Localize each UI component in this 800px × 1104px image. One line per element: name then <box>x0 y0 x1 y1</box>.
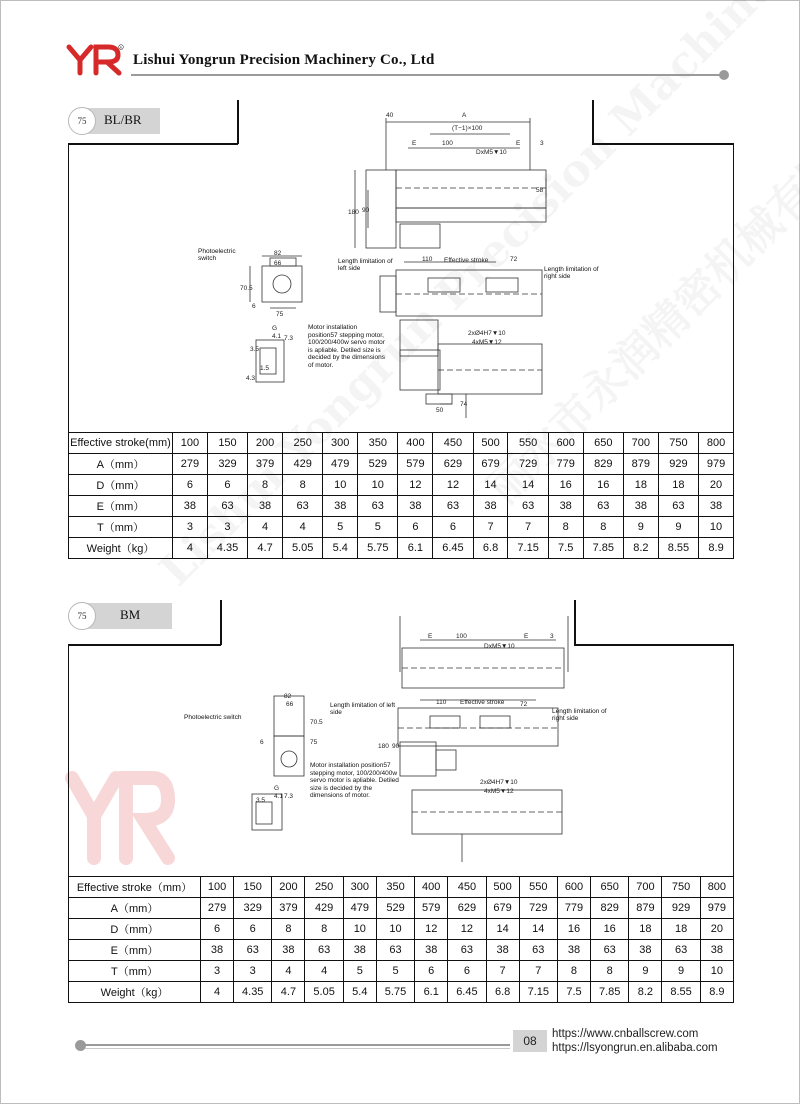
value-cell: 63 <box>305 940 343 961</box>
value-cell: 8 <box>248 475 283 496</box>
value-cell: 6 <box>173 475 208 496</box>
section-tab-bm <box>68 602 172 630</box>
value-cell: 8 <box>305 919 343 940</box>
value-cell: 6 <box>448 961 486 982</box>
value-cell: 63 <box>658 496 698 517</box>
label-length-limit-left: Length limitation of left side <box>330 702 396 716</box>
company-logo <box>66 44 124 76</box>
header-dot <box>719 70 729 80</box>
value-cell: 6 <box>398 517 433 538</box>
value-cell: 6.1 <box>415 982 448 1003</box>
value-cell: 38 <box>248 496 283 517</box>
value-cell: 3 <box>234 961 272 982</box>
value-cell: 4 <box>201 982 234 1003</box>
dim-70-5: 70.5 <box>310 719 323 726</box>
value-cell: 829 <box>583 454 623 475</box>
stroke-cell: 650 <box>591 877 629 898</box>
value-cell: 38 <box>486 940 519 961</box>
value-cell: 38 <box>699 496 734 517</box>
value-cell: 8 <box>591 961 629 982</box>
row-label: T（mm） <box>69 517 173 538</box>
value-cell: 7 <box>473 517 508 538</box>
dim-t-1: (T−1)×100 <box>452 125 483 132</box>
value-cell: 7 <box>519 961 557 982</box>
dim-72: 72 <box>510 256 518 263</box>
value-cell: 16 <box>591 919 629 940</box>
value-cell: 629 <box>433 454 473 475</box>
value-cell: 7.5 <box>548 538 583 559</box>
value-cell: 10 <box>323 475 358 496</box>
value-cell: 4.35 <box>234 982 272 1003</box>
dim-110: 110 <box>436 699 447 706</box>
value-cell: 529 <box>376 898 414 919</box>
dim-110: 110 <box>422 256 433 263</box>
value-cell: 8.55 <box>658 538 698 559</box>
dim-g: G <box>272 325 278 332</box>
value-cell: 4.35 <box>207 538 247 559</box>
value-cell: 979 <box>700 898 733 919</box>
dim-180: 180 <box>378 743 389 750</box>
stroke-cell: 700 <box>629 877 662 898</box>
stroke-cell: 200 <box>272 877 305 898</box>
dim-3-5: 3.5 <box>250 346 260 353</box>
dim-4-1: 4.1 <box>272 333 282 340</box>
dim-100: 100 <box>442 140 453 147</box>
value-cell: 579 <box>415 898 448 919</box>
row-label: T（mm） <box>69 961 201 982</box>
spec-table-bl-br <box>68 432 734 559</box>
value-cell: 7.5 <box>557 982 590 1003</box>
stroke-cell: 150 <box>234 877 272 898</box>
value-cell: 12 <box>398 475 433 496</box>
value-cell: 729 <box>508 454 548 475</box>
value-cell: 329 <box>207 454 247 475</box>
dim-72: 72 <box>520 701 528 708</box>
table-row <box>69 940 734 961</box>
footer-rule <box>85 1044 510 1046</box>
value-cell: 38 <box>343 940 376 961</box>
value-cell: 63 <box>448 940 486 961</box>
stroke-cell: 300 <box>323 433 358 454</box>
value-cell: 4.7 <box>272 982 305 1003</box>
value-cell: 4 <box>173 538 208 559</box>
stroke-cell: 100 <box>201 877 234 898</box>
dim-66: 66 <box>286 701 294 708</box>
stroke-cell: 450 <box>448 877 486 898</box>
company-name: Lishui Yongrun Precision Machinery Co., Ltd <box>133 52 435 68</box>
value-cell: 63 <box>207 496 247 517</box>
table-row <box>69 496 734 517</box>
row-label: A（mm） <box>69 898 201 919</box>
spec-table-bm <box>68 876 734 1003</box>
value-cell: 4 <box>272 961 305 982</box>
value-cell: 38 <box>323 496 358 517</box>
value-cell: 10 <box>376 919 414 940</box>
row-label: Weight（kg） <box>69 982 201 1003</box>
table-row <box>69 982 734 1003</box>
row-label: E（mm） <box>69 940 201 961</box>
dim-75: 75 <box>276 311 284 318</box>
value-cell: 9 <box>662 961 700 982</box>
value-cell: 16 <box>583 475 623 496</box>
value-cell: 9 <box>658 517 698 538</box>
value-cell: 4 <box>305 961 343 982</box>
value-cell: 6 <box>201 919 234 940</box>
stroke-cell: 650 <box>583 433 623 454</box>
dim-7-3: 7.3 <box>284 335 294 342</box>
value-cell: 7.15 <box>519 982 557 1003</box>
section-number: 75 <box>68 107 96 135</box>
dim-g: G <box>274 785 280 792</box>
value-cell: 63 <box>508 496 548 517</box>
dim-82: 82 <box>284 693 292 700</box>
value-cell: 6 <box>415 961 448 982</box>
dim-100: 100 <box>456 633 467 640</box>
svg-text:R: R <box>119 45 122 50</box>
value-cell: 879 <box>629 898 662 919</box>
value-cell: 6 <box>433 517 473 538</box>
value-cell: 679 <box>473 454 508 475</box>
value-cell: 7.15 <box>508 538 548 559</box>
website-link-2[interactable]: https://lsyongrun.en.alibaba.com <box>552 1042 718 1054</box>
value-cell: 38 <box>629 940 662 961</box>
value-cell: 4 <box>248 517 283 538</box>
value-cell: 20 <box>700 919 733 940</box>
dim-3: 3 <box>550 633 554 640</box>
stroke-cell: 350 <box>376 877 414 898</box>
table-row <box>69 961 734 982</box>
value-cell: 979 <box>699 454 734 475</box>
value-cell: 629 <box>448 898 486 919</box>
stroke-cell: 200 <box>248 433 283 454</box>
dim-hole2: 4xM5▼12 <box>472 339 502 346</box>
table-row <box>69 517 734 538</box>
value-cell: 929 <box>658 454 698 475</box>
value-cell: 63 <box>662 940 700 961</box>
dim-1-5: 1.5 <box>260 365 270 372</box>
value-cell: 14 <box>519 919 557 940</box>
label-motor-note: Motor installation position57 stepping motor, 100/200/400w servo motor is apliable. Detiled size is decided by the dimensions of motor. <box>310 762 399 799</box>
stroke-cell: 300 <box>343 877 376 898</box>
value-cell: 8 <box>583 517 623 538</box>
label-length-limit-right: Length limitation of right side <box>552 708 607 722</box>
website-link-1[interactable]: https://www.cnballscrew.com <box>552 1028 699 1040</box>
value-cell: 18 <box>629 919 662 940</box>
section-title: BL/BR <box>104 112 142 127</box>
table-header-row <box>69 877 734 898</box>
value-cell: 5 <box>358 517 398 538</box>
value-cell: 63 <box>433 496 473 517</box>
value-cell: 14 <box>473 475 508 496</box>
value-cell: 14 <box>486 919 519 940</box>
value-cell: 38 <box>201 940 234 961</box>
value-cell: 5.05 <box>282 538 322 559</box>
technical-drawing-bm <box>180 612 620 870</box>
value-cell: 6.45 <box>448 982 486 1003</box>
dim-90: 90 <box>392 743 400 750</box>
dim-75: 75 <box>310 739 318 746</box>
value-cell: 63 <box>282 496 322 517</box>
dim-e1: E <box>412 140 417 147</box>
label-photoelectric-switch: Photoelectric switch <box>198 248 236 262</box>
dim-58: 58 <box>536 187 544 194</box>
value-cell: 6.45 <box>433 538 473 559</box>
dim-3-5: 3.5 <box>256 797 266 804</box>
value-cell: 8.9 <box>700 982 733 1003</box>
dim-7-3: 7.3 <box>284 793 294 800</box>
dim-40: 40 <box>386 112 394 119</box>
value-cell: 16 <box>548 475 583 496</box>
value-cell: 5 <box>376 961 414 982</box>
stroke-cell: 750 <box>662 877 700 898</box>
value-cell: 479 <box>323 454 358 475</box>
row-label: D（mm） <box>69 475 173 496</box>
value-cell: 7 <box>508 517 548 538</box>
value-cell: 8.2 <box>629 982 662 1003</box>
value-cell: 63 <box>234 940 272 961</box>
dim-180: 180 <box>348 209 359 216</box>
stroke-cell: 600 <box>557 877 590 898</box>
dim-4-3: 4.3 <box>246 375 256 382</box>
footer-rule-thin <box>85 1048 510 1049</box>
dim-90: 90 <box>362 207 370 214</box>
value-cell: 8.2 <box>623 538 658 559</box>
stroke-cell: 550 <box>508 433 548 454</box>
value-cell: 779 <box>548 454 583 475</box>
dim-hole2: 4xM5▼12 <box>484 788 514 795</box>
value-cell: 5.75 <box>358 538 398 559</box>
value-cell: 38 <box>415 940 448 961</box>
value-cell: 12 <box>433 475 473 496</box>
dim-dxm5: DxM5▼10 <box>476 149 507 156</box>
value-cell: 6.8 <box>473 538 508 559</box>
stroke-cell: 800 <box>699 433 734 454</box>
value-cell: 279 <box>201 898 234 919</box>
value-cell: 6.1 <box>398 538 433 559</box>
value-cell: 12 <box>415 919 448 940</box>
stroke-cell: 450 <box>433 433 473 454</box>
row-label: E（mm） <box>69 496 173 517</box>
stroke-cell: 600 <box>548 433 583 454</box>
label-effective-stroke: Effective stroke <box>444 257 489 264</box>
dim-70-5: 70.5 <box>240 285 253 292</box>
header-rule <box>131 74 727 76</box>
table-row <box>69 538 734 559</box>
stroke-cell: 400 <box>398 433 433 454</box>
value-cell: 63 <box>591 940 629 961</box>
value-cell: 8.9 <box>699 538 734 559</box>
dim-66: 66 <box>274 260 282 267</box>
stroke-cell: 150 <box>207 433 247 454</box>
stroke-cell: 700 <box>623 433 658 454</box>
value-cell: 7 <box>486 961 519 982</box>
dim-e2: E <box>524 633 529 640</box>
value-cell: 3 <box>201 961 234 982</box>
value-cell: 20 <box>699 475 734 496</box>
value-cell: 679 <box>486 898 519 919</box>
stroke-cell: 800 <box>700 877 733 898</box>
stroke-cell: 100 <box>173 433 208 454</box>
value-cell: 38 <box>272 940 305 961</box>
technical-drawing-bl-br <box>190 108 610 428</box>
dim-e1: E <box>428 633 433 640</box>
dim-6: 6 <box>252 303 256 310</box>
dim-6: 6 <box>260 739 264 746</box>
value-cell: 63 <box>583 496 623 517</box>
value-cell: 4.7 <box>248 538 283 559</box>
value-cell: 18 <box>623 475 658 496</box>
row-label: A（mm） <box>69 454 173 475</box>
stroke-cell: 400 <box>415 877 448 898</box>
value-cell: 3 <box>173 517 208 538</box>
section-tab-bl-br <box>68 107 160 135</box>
value-cell: 8 <box>272 919 305 940</box>
value-cell: 9 <box>629 961 662 982</box>
value-cell: 579 <box>398 454 433 475</box>
value-cell: 5.75 <box>376 982 414 1003</box>
value-cell: 329 <box>234 898 272 919</box>
dim-4-1: 4.1 <box>274 793 284 800</box>
value-cell: 10 <box>358 475 398 496</box>
value-cell: 38 <box>398 496 433 517</box>
dim-74: 74 <box>460 401 468 408</box>
dim-82: 82 <box>274 250 282 257</box>
frame-top-right <box>592 143 734 145</box>
value-cell: 9 <box>623 517 658 538</box>
value-cell: 10 <box>700 961 733 982</box>
value-cell: 8 <box>548 517 583 538</box>
value-cell: 479 <box>343 898 376 919</box>
value-cell: 38 <box>700 940 733 961</box>
label-length-limit-left: Length limitation of left side <box>338 258 393 272</box>
value-cell: 6 <box>207 475 247 496</box>
dim-3: 3 <box>540 140 544 147</box>
label-effective-stroke: Effective stroke <box>460 699 505 706</box>
row-label: D（mm） <box>69 919 201 940</box>
value-cell: 6 <box>234 919 272 940</box>
table-row <box>69 475 734 496</box>
value-cell: 5 <box>323 517 358 538</box>
row-label: Weight（kg） <box>69 538 173 559</box>
value-cell: 3 <box>207 517 247 538</box>
label-photoelectric-switch: Photoelectric switch <box>184 714 242 721</box>
dim-A: A <box>462 112 467 119</box>
value-cell: 12 <box>448 919 486 940</box>
value-cell: 879 <box>623 454 658 475</box>
section-title: BM <box>120 607 141 622</box>
value-cell: 10 <box>699 517 734 538</box>
table-row <box>69 898 734 919</box>
value-cell: 5.05 <box>305 982 343 1003</box>
value-cell: 38 <box>473 496 508 517</box>
value-cell: 63 <box>358 496 398 517</box>
value-cell: 379 <box>272 898 305 919</box>
stroke-cell: 500 <box>486 877 519 898</box>
value-cell: 7.85 <box>591 982 629 1003</box>
value-cell: 829 <box>591 898 629 919</box>
stroke-cell: 750 <box>658 433 698 454</box>
value-cell: 18 <box>662 919 700 940</box>
value-cell: 16 <box>557 919 590 940</box>
value-cell: 5.4 <box>343 982 376 1003</box>
value-cell: 5.4 <box>323 538 358 559</box>
label-length-limit-right: Length limitation of right side <box>544 266 599 280</box>
value-cell: 14 <box>508 475 548 496</box>
value-cell: 8 <box>557 961 590 982</box>
value-cell: 38 <box>623 496 658 517</box>
value-cell: 5 <box>343 961 376 982</box>
value-cell: 7.85 <box>583 538 623 559</box>
value-cell: 379 <box>248 454 283 475</box>
stroke-cell: 250 <box>305 877 343 898</box>
value-cell: 18 <box>658 475 698 496</box>
row-label: Effective stroke(mm) <box>69 433 173 454</box>
value-cell: 6.8 <box>486 982 519 1003</box>
value-cell: 8.55 <box>662 982 700 1003</box>
section-number: 75 <box>68 602 96 630</box>
page-number: 08 <box>513 1030 547 1052</box>
value-cell: 929 <box>662 898 700 919</box>
value-cell: 8 <box>282 475 322 496</box>
value-cell: 38 <box>557 940 590 961</box>
label-motor-note: Motor installation position57 stepping motor, 100/200/400w servo motor is apliable. Detiled size is decided by the dimensions of motor. <box>308 324 385 369</box>
stroke-cell: 500 <box>473 433 508 454</box>
value-cell: 4 <box>282 517 322 538</box>
value-cell: 429 <box>305 898 343 919</box>
value-cell: 729 <box>519 898 557 919</box>
table-row <box>69 454 734 475</box>
stroke-cell: 350 <box>358 433 398 454</box>
stroke-cell: 550 <box>519 877 557 898</box>
dim-50: 50 <box>436 407 444 414</box>
value-cell: 779 <box>557 898 590 919</box>
dim-e2: E <box>516 140 521 147</box>
table-row <box>69 919 734 940</box>
value-cell: 63 <box>376 940 414 961</box>
value-cell: 529 <box>358 454 398 475</box>
row-label: Effective stroke（mm） <box>69 877 201 898</box>
table-header-row <box>69 433 734 454</box>
stroke-cell: 250 <box>282 433 322 454</box>
value-cell: 38 <box>548 496 583 517</box>
value-cell: 38 <box>173 496 208 517</box>
dim-dxm5: DxM5▼10 <box>484 643 515 650</box>
dim-hole1: 2xØ4H7▼10 <box>480 779 518 786</box>
value-cell: 10 <box>343 919 376 940</box>
dim-hole1: 2xØ4H7▼10 <box>468 330 506 337</box>
value-cell: 63 <box>519 940 557 961</box>
value-cell: 429 <box>282 454 322 475</box>
value-cell: 279 <box>173 454 208 475</box>
